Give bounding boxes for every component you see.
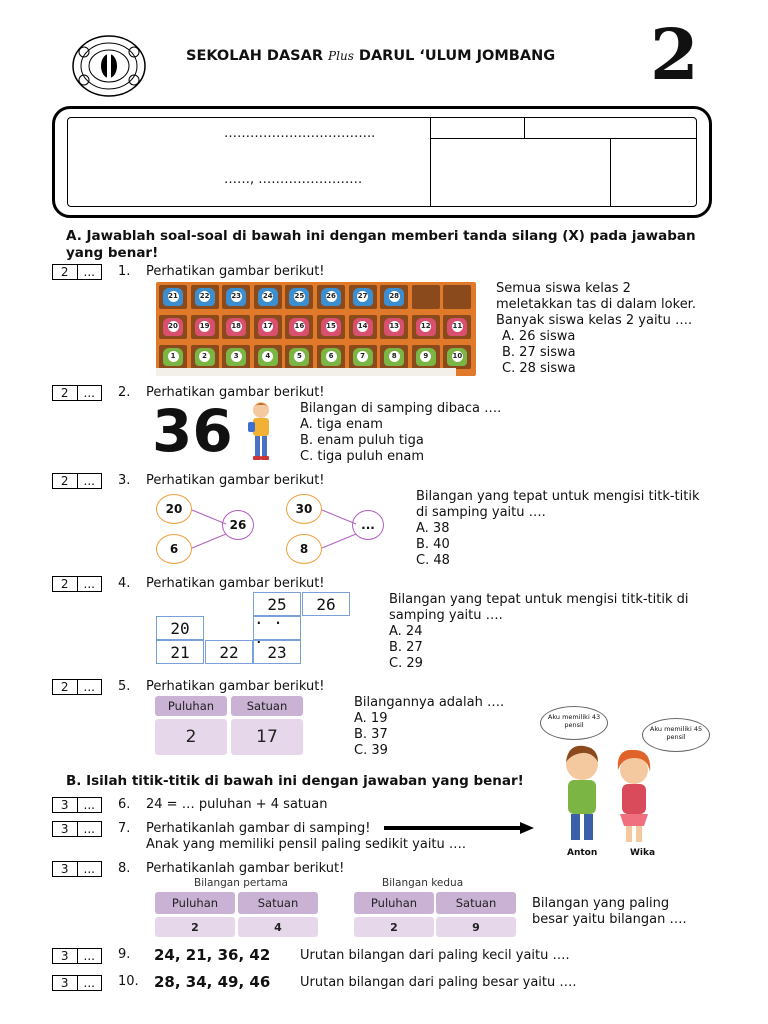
locker-number: 25 — [294, 292, 305, 300]
q1-text-2: meletakkan tas di dalam loker. — [496, 297, 696, 312]
backpack-icon — [416, 318, 436, 336]
locker-cell — [159, 315, 187, 339]
locker-cell — [222, 315, 250, 339]
locker-number: 8 — [389, 351, 400, 362]
locker-cell — [412, 285, 440, 309]
backpack-icon — [416, 348, 436, 366]
pv8a-value-puluhan: 2 — [155, 917, 235, 937]
locker-number: 22 — [199, 292, 210, 300]
backpack-icon — [447, 348, 467, 366]
backpack-icon — [384, 288, 404, 306]
locker-cell — [380, 285, 408, 309]
question-prompt: Perhatikan gambar berikut! — [146, 473, 325, 488]
question-prompt-line2: Anak yang memiliki pensil paling sedikit yaitu …. — [146, 837, 467, 852]
grid-cell: 20 — [156, 616, 204, 640]
question-number: 10. — [118, 974, 139, 989]
locker-number: 4 — [262, 351, 273, 362]
grid-cell: 21 — [156, 640, 204, 664]
arrow-right-icon — [384, 820, 536, 836]
grade-number: 2 — [650, 13, 699, 96]
grid-cell: 25 — [253, 592, 301, 616]
locker-cell — [317, 285, 345, 309]
circle-left-bottom: 6 — [156, 534, 192, 564]
score-box-q5[interactable]: 2 ... — [52, 679, 102, 695]
score-box-q1[interactable]: 2 ... — [52, 264, 102, 280]
kids-illustration — [548, 740, 668, 848]
q2-text-1: Bilangan di samping dibaca …. — [300, 401, 502, 416]
backpack-icon — [321, 318, 341, 336]
locker-base — [156, 368, 456, 376]
locker-cell — [349, 285, 377, 309]
first-number-label: Bilangan pertama — [194, 877, 288, 889]
question-prompt: Perhatikan gambar berikut! — [146, 576, 325, 591]
backpack-icon — [384, 318, 404, 336]
locker-cell — [443, 285, 471, 309]
q1-option-c[interactable]: C. 28 siswa — [502, 361, 576, 376]
question-number: 7. — [118, 821, 131, 836]
locker-cell — [285, 345, 313, 369]
q3-text-2: di samping yaitu …. — [416, 505, 546, 520]
backpack-icon — [226, 318, 246, 336]
section-b-heading: B. Isilah titik-titik di bawah ini dengan jawaban yang benar! — [66, 773, 524, 789]
q4-option-c[interactable]: C. 29 — [389, 656, 423, 671]
pv8b-header-puluhan: Puluhan — [354, 892, 434, 914]
locker-cell — [191, 345, 219, 369]
score-box-q9[interactable]: 3 ... — [52, 948, 102, 964]
score-box-q7[interactable]: 3 ... — [52, 821, 102, 837]
backpack-icon — [195, 288, 215, 306]
q1-text-1: Semua siswa kelas 2 — [496, 281, 631, 296]
pv8b-value-satuan: 9 — [436, 917, 516, 937]
number-sequence: 24, 21, 36, 42 — [154, 946, 271, 964]
locker-cell — [222, 285, 250, 309]
backpack-icon — [195, 348, 215, 366]
score-box-q2[interactable]: 2 ... — [52, 385, 102, 401]
locker-number: 26 — [326, 292, 336, 300]
locker-number: 16 — [294, 322, 305, 330]
backpack-icon — [321, 348, 341, 366]
locker-illustration — [156, 282, 476, 376]
q4-text-1: Bilangan yang tepat untuk mengisi titk-titik di — [389, 592, 689, 607]
question-number: 5. — [118, 679, 131, 694]
locker-cell — [317, 345, 345, 369]
q4-option-b[interactable]: B. 27 — [389, 640, 423, 655]
locker-cell — [285, 315, 313, 339]
circle-left-top: 20 — [156, 494, 192, 524]
locker-number: 5 — [294, 351, 305, 362]
locker-cell — [191, 315, 219, 339]
locker-number: 14 — [357, 322, 368, 330]
q3-text-1: Bilangan yang tepat untuk mengisi titk-titik — [416, 489, 700, 504]
locker-cell — [254, 285, 282, 309]
locker-number: 27 — [357, 292, 368, 300]
locker-cell — [412, 345, 440, 369]
backpack-icon — [258, 348, 278, 366]
q3-option-b[interactable]: B. 40 — [416, 537, 450, 552]
locker-number: 17 — [262, 322, 273, 330]
locker-number: 23 — [231, 292, 242, 300]
locker-cell — [159, 345, 187, 369]
q1-option-a[interactable]: A. 26 siswa — [502, 329, 576, 344]
circle-left-result: 26 — [222, 510, 254, 540]
section-a-heading: A. Jawablah soal-soal di bawah ini dengan memberi tanda silang (X) pada jawaban yang benar! — [66, 228, 696, 261]
locker-cell — [443, 315, 471, 339]
backpack-icon — [321, 288, 341, 306]
locker-cell — [285, 285, 313, 309]
locker-cell — [254, 315, 282, 339]
locker-number: 11 — [452, 322, 463, 330]
question-prompt: Perhatikan gambar berikut! — [146, 385, 325, 400]
question-prompt: Urutan bilangan dari paling kecil yaitu …. — [300, 948, 570, 963]
locker-number: 19 — [199, 322, 210, 330]
question-number: 6. — [118, 797, 131, 812]
pv-header-puluhan: Puluhan — [155, 696, 227, 716]
backpack-icon — [195, 318, 215, 336]
locker-cell — [222, 345, 250, 369]
boy-illustration — [246, 400, 276, 464]
score-box-q4[interactable]: 2 ... — [52, 576, 102, 592]
question-prompt: 24 = … puluhan + 4 satuan — [146, 797, 328, 812]
locker-number: 24 — [262, 292, 273, 300]
backpack-icon — [258, 318, 278, 336]
q8-text-1: Bilangan yang paling — [532, 896, 670, 911]
locker-cell — [380, 345, 408, 369]
locker-number: 18 — [231, 322, 242, 330]
q5-option-c[interactable]: C. 39 — [354, 743, 388, 758]
question-number: 1. — [118, 264, 131, 279]
question-prompt: Perhatikanlah gambar di samping! — [146, 821, 371, 836]
locker-number: 20 — [168, 322, 178, 330]
school-title: SEKOLAH DASAR Plus DARUL ‘ULUM JOMBANG — [186, 48, 556, 64]
q2-option-c[interactable]: C. tiga puluh enam — [300, 449, 424, 464]
grid-cell-blank: . . . — [253, 616, 301, 640]
identity-frame — [52, 106, 712, 218]
q1-option-b[interactable]: B. 27 siswa — [502, 345, 576, 360]
pv8a-header-satuan: Satuan — [238, 892, 318, 914]
anton-label: Anton — [567, 848, 598, 858]
backpack-icon — [289, 348, 309, 366]
question-number: 9. — [118, 947, 131, 962]
date-field[interactable]: ……, …………………… — [224, 172, 363, 187]
locker-cell — [380, 315, 408, 339]
question-number: 2. — [118, 385, 131, 400]
pv8a-header-puluhan: Puluhan — [155, 892, 235, 914]
backpack-icon — [353, 318, 373, 336]
score-box-q6[interactable]: 3 ... — [52, 797, 102, 813]
q5-option-b[interactable]: B. 37 — [354, 727, 388, 742]
backpack-icon — [163, 288, 183, 306]
backpack-icon — [226, 348, 246, 366]
question-prompt: Perhatikan gambar berikut! — [146, 264, 325, 279]
wika-speech-bubble: Aku memiliki 45 pensil — [642, 718, 710, 752]
number-sequence: 28, 34, 49, 46 — [154, 973, 271, 991]
question-number: 8. — [118, 861, 131, 876]
question-prompt: Urutan bilangan dari paling besar yaitu …. — [300, 975, 577, 990]
grid-cell: 26 — [302, 592, 350, 616]
locker-cell — [443, 345, 471, 369]
pv-header-satuan: Satuan — [231, 696, 303, 716]
backpack-icon — [163, 318, 183, 336]
locker-number: 9 — [420, 351, 431, 362]
locker-cell — [317, 315, 345, 339]
backpack-icon — [163, 348, 183, 366]
locker-number: 3 — [231, 351, 242, 362]
q1-text-3: Banyak siswa kelas 2 yaitu …. — [496, 313, 693, 328]
score-box-q10[interactable]: 3 ... — [52, 975, 102, 991]
locker-cell — [349, 345, 377, 369]
q2-option-b[interactable]: B. enam puluh tiga — [300, 433, 424, 448]
locker-number: 21 — [168, 292, 178, 300]
score-box-q8[interactable]: 3 ... — [52, 861, 102, 877]
q5-option-a[interactable]: A. 19 — [354, 711, 388, 726]
pv-value-satuan: 17 — [231, 719, 303, 755]
locker-number: 10 — [452, 352, 463, 360]
big-number-36: 36 — [152, 397, 233, 465]
backpack-icon — [384, 348, 404, 366]
backpack-icon — [289, 318, 309, 336]
question-number: 3. — [118, 473, 131, 488]
pv8b-header-satuan: Satuan — [436, 892, 516, 914]
locker-cell — [349, 315, 377, 339]
locker-number: 2 — [199, 351, 210, 362]
locker-cell — [159, 285, 187, 309]
pv-value-puluhan: 2 — [155, 719, 227, 755]
locker-number: 1 — [168, 351, 179, 362]
grid-cell: 23 — [253, 640, 301, 664]
school-title-plus: Plus — [328, 49, 354, 63]
pv8a-value-satuan: 4 — [238, 917, 318, 937]
school-logo — [70, 34, 148, 98]
backpack-icon — [258, 288, 278, 306]
wika-label: Wika — [630, 848, 656, 858]
locker-number: 7 — [357, 351, 368, 362]
question-prompt: Perhatikanlah gambar berikut! — [146, 861, 345, 876]
locker-number: 6 — [326, 351, 337, 362]
q8-text-2: besar yaitu bilangan …. — [532, 912, 687, 927]
locker-number: 12 — [420, 322, 431, 330]
q4-text-2: samping yaitu …. — [389, 608, 503, 623]
locker-cell — [412, 315, 440, 339]
q2-option-a[interactable]: A. tiga enam — [300, 417, 383, 432]
locker-number: 28 — [389, 292, 400, 300]
question-prompt: Perhatikan gambar berikut! — [146, 679, 325, 694]
locker-cell — [254, 345, 282, 369]
locker-number: 15 — [326, 322, 336, 330]
backpack-icon — [353, 348, 373, 366]
grid-cell: 22 — [205, 640, 253, 664]
q4-option-a[interactable]: A. 24 — [389, 624, 423, 639]
score-box-q3[interactable]: 2 ... — [52, 473, 102, 489]
backpack-icon — [447, 318, 467, 336]
locker-cell — [191, 285, 219, 309]
q3-option-a[interactable]: A. 38 — [416, 521, 450, 536]
name-field[interactable]: …………………………….. — [224, 126, 376, 141]
locker-number: 13 — [389, 322, 400, 330]
circle-right-top: 30 — [286, 494, 322, 524]
circle-right-result: ... — [352, 510, 384, 540]
backpack-icon — [289, 288, 309, 306]
q5-text-1: Bilangannya adalah …. — [354, 695, 505, 710]
q3-option-c[interactable]: C. 48 — [416, 553, 450, 568]
anton-speech-bubble: Aku memiliki 43 pensil — [540, 706, 608, 740]
pv8b-value-puluhan: 2 — [354, 917, 434, 937]
backpack-icon — [353, 288, 373, 306]
circle-right-bottom: 8 — [286, 534, 322, 564]
second-number-label: Bilangan kedua — [382, 877, 464, 889]
backpack-icon — [226, 288, 246, 306]
question-number: 4. — [118, 576, 131, 591]
